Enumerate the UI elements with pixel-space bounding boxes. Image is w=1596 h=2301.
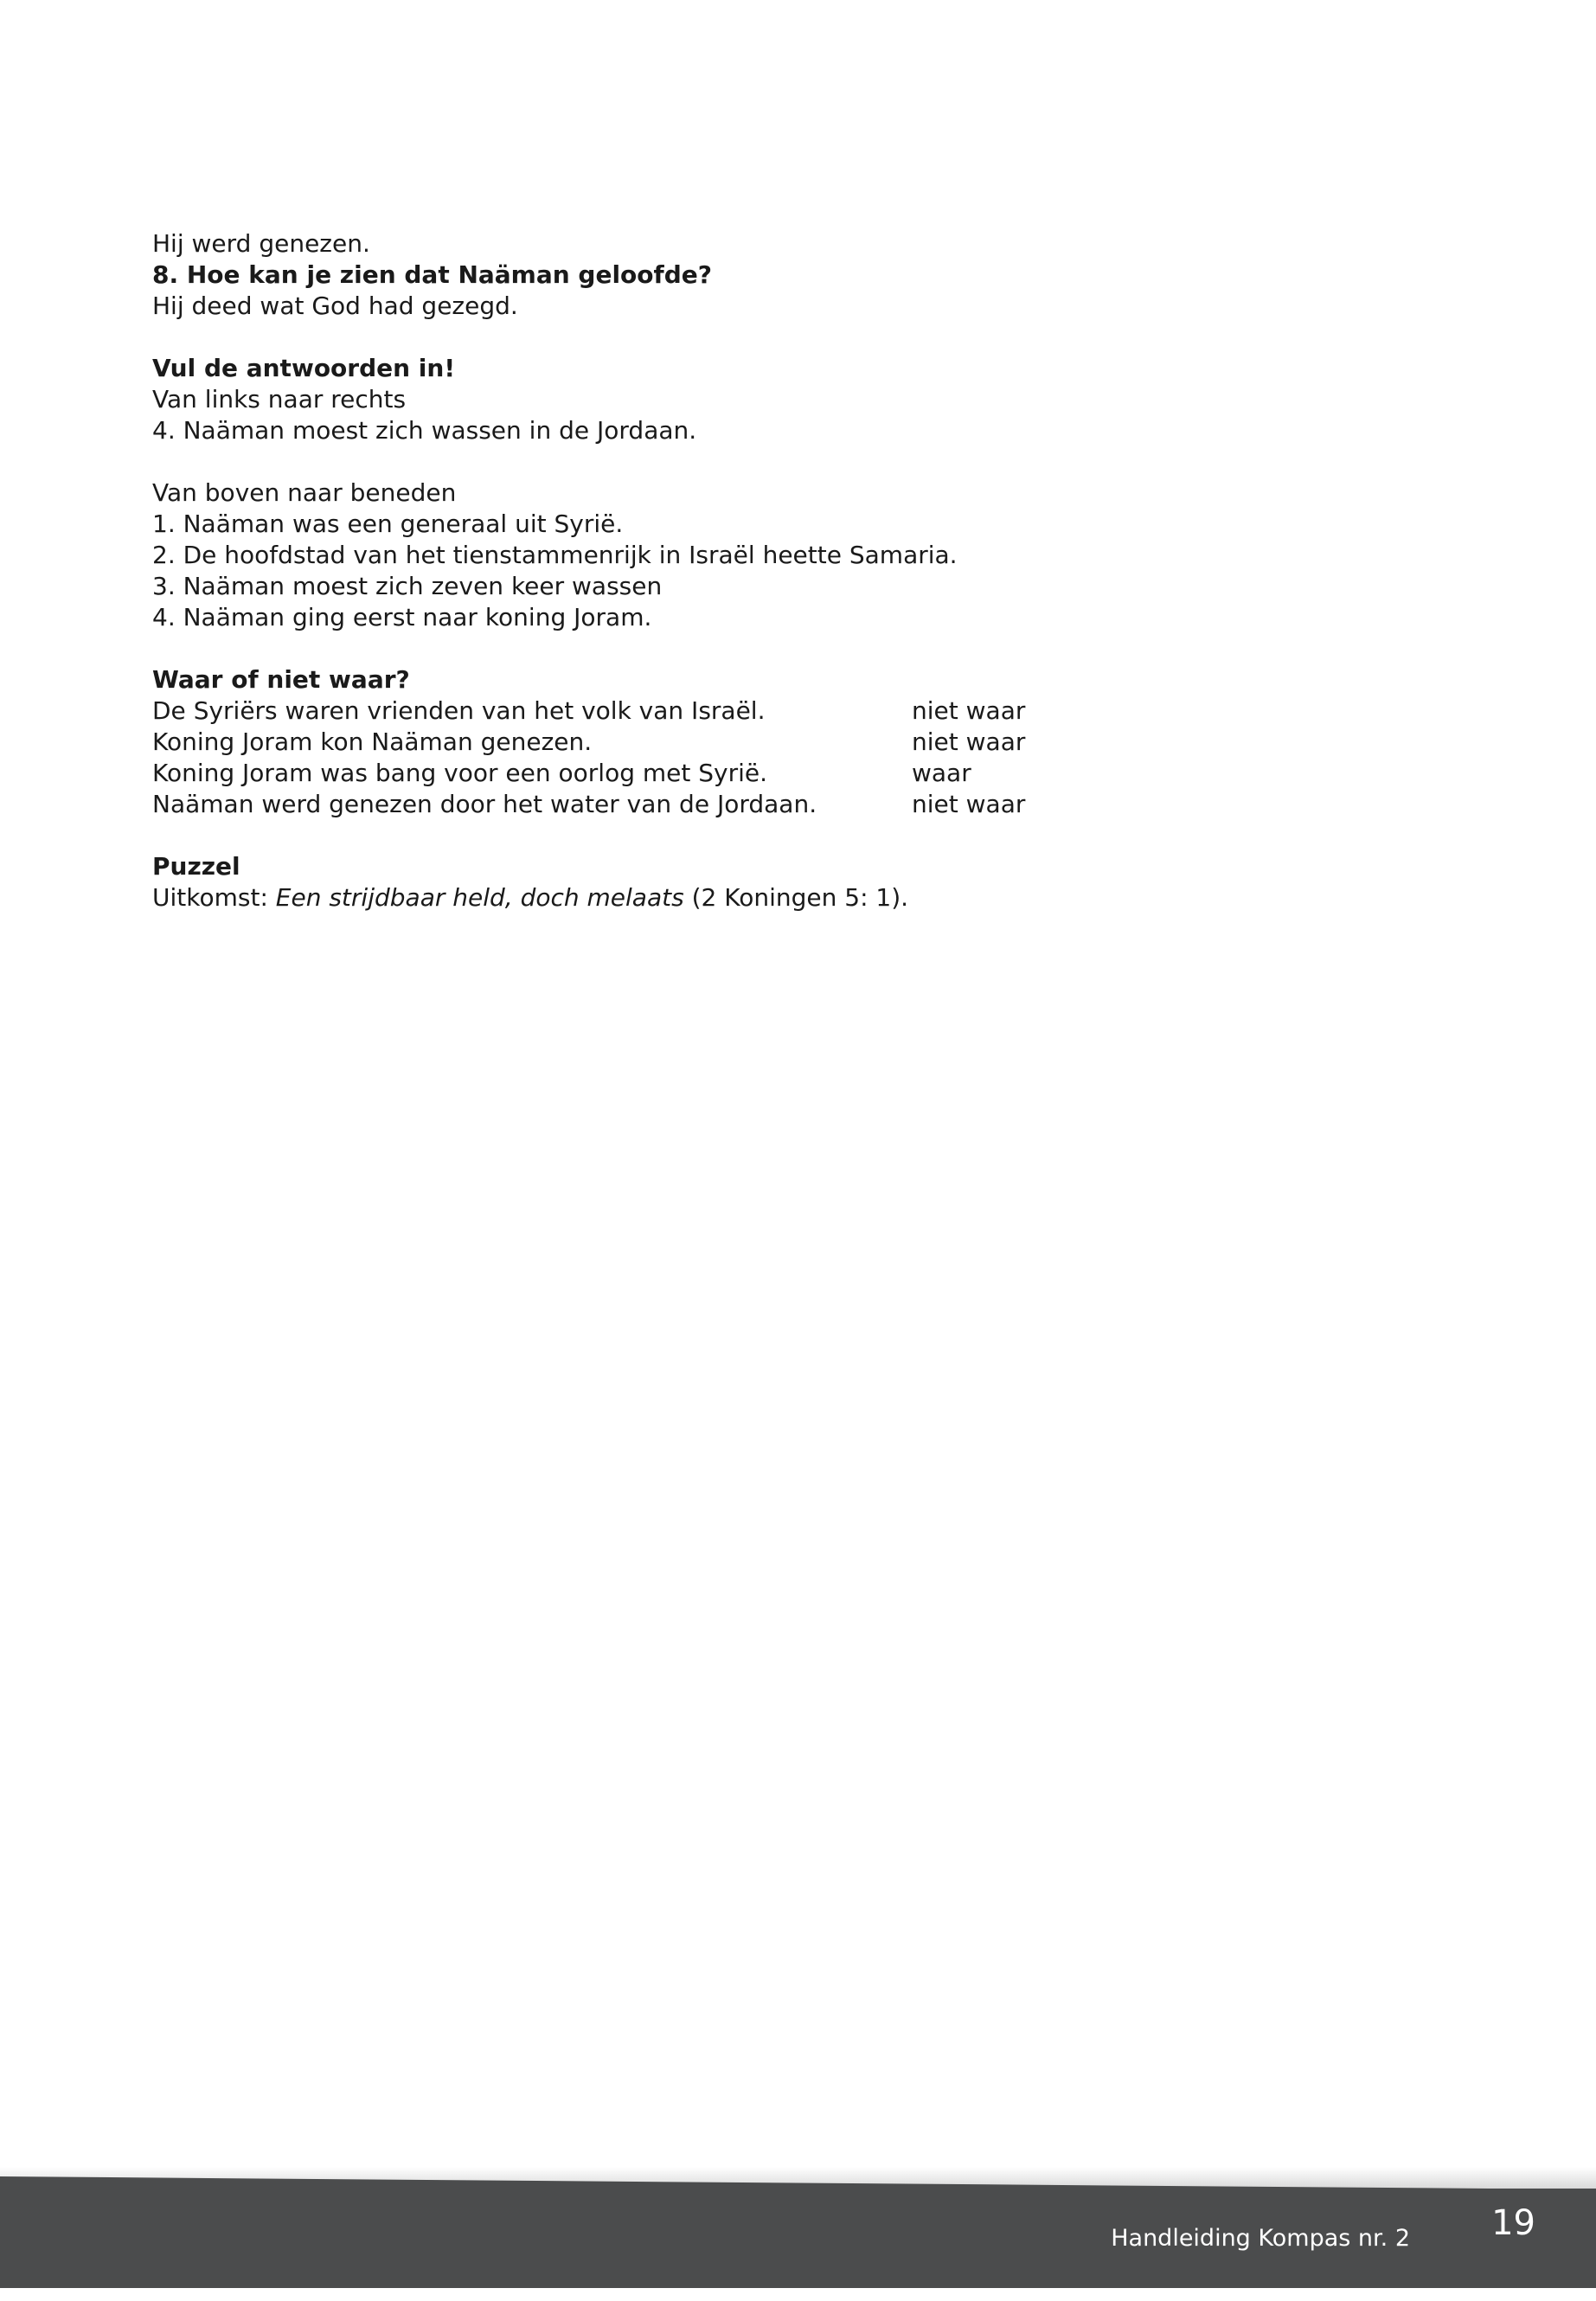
statement: Naäman werd genezen door het water van de Jordaan. xyxy=(152,790,817,818)
puzzle-result xyxy=(152,882,1363,913)
puzzle-reference: (2 Koningen 5: 1). xyxy=(683,883,909,912)
statement-answer: niet waar xyxy=(912,790,1026,818)
spacer xyxy=(152,322,1363,353)
true-false-row xyxy=(152,758,1363,789)
down-item: 3. Naäman moest zich zeven keer wassen xyxy=(152,572,663,600)
down-item: 4. Naäman ging eerst naar koning Joram. xyxy=(152,603,652,631)
statement: Koning Joram was bang voor een oorlog met Syrië. xyxy=(152,759,768,787)
puzzle-answer: Een strijdbaar held, doch melaats xyxy=(275,883,684,912)
true-false-heading: Waar of niet waar? xyxy=(152,665,410,694)
down-item: 2. De hoofdstad van het tienstammenrijk in Israël heette Samaria. xyxy=(152,541,958,569)
spacer xyxy=(152,820,1363,851)
page-number: 19 xyxy=(1491,2203,1535,2243)
answer-text: Hij werd genezen. xyxy=(152,229,370,258)
footer-title: Handleiding Kompas nr. 2 xyxy=(1111,2225,1410,2252)
statement-answer: waar xyxy=(912,759,971,787)
statement-answer: niet waar xyxy=(912,727,1026,756)
page-footer xyxy=(0,2189,1596,2288)
statement: Koning Joram kon Naäman genezen. xyxy=(152,727,593,756)
across-item: 4. Naäman moest zich wassen in de Jordaan. xyxy=(152,416,697,445)
down-item: 1. Naäman was een generaal uit Syrië. xyxy=(152,510,624,538)
answer-8: Hij deed wat God had gezegd. xyxy=(152,292,518,320)
document-body xyxy=(152,228,1363,913)
true-false-row xyxy=(152,695,1363,727)
true-false-row xyxy=(152,727,1363,758)
statement-answer: niet waar xyxy=(912,696,1026,725)
puzzle-label: Uitkomst: xyxy=(152,883,276,912)
spacer xyxy=(152,446,1363,478)
puzzle-heading: Puzzel xyxy=(152,852,240,881)
down-heading: Van boven naar beneden xyxy=(152,478,457,507)
statement: De Syriërs waren vrienden van het volk van Israël. xyxy=(152,696,766,725)
true-false-row xyxy=(152,789,1363,820)
spacer xyxy=(152,633,1363,664)
question-8: 8. Hoe kan je zien dat Naäman geloofde? xyxy=(152,260,712,289)
fill-in-heading: Vul de antwoorden in! xyxy=(152,354,456,382)
across-heading: Van links naar rechts xyxy=(152,385,407,413)
